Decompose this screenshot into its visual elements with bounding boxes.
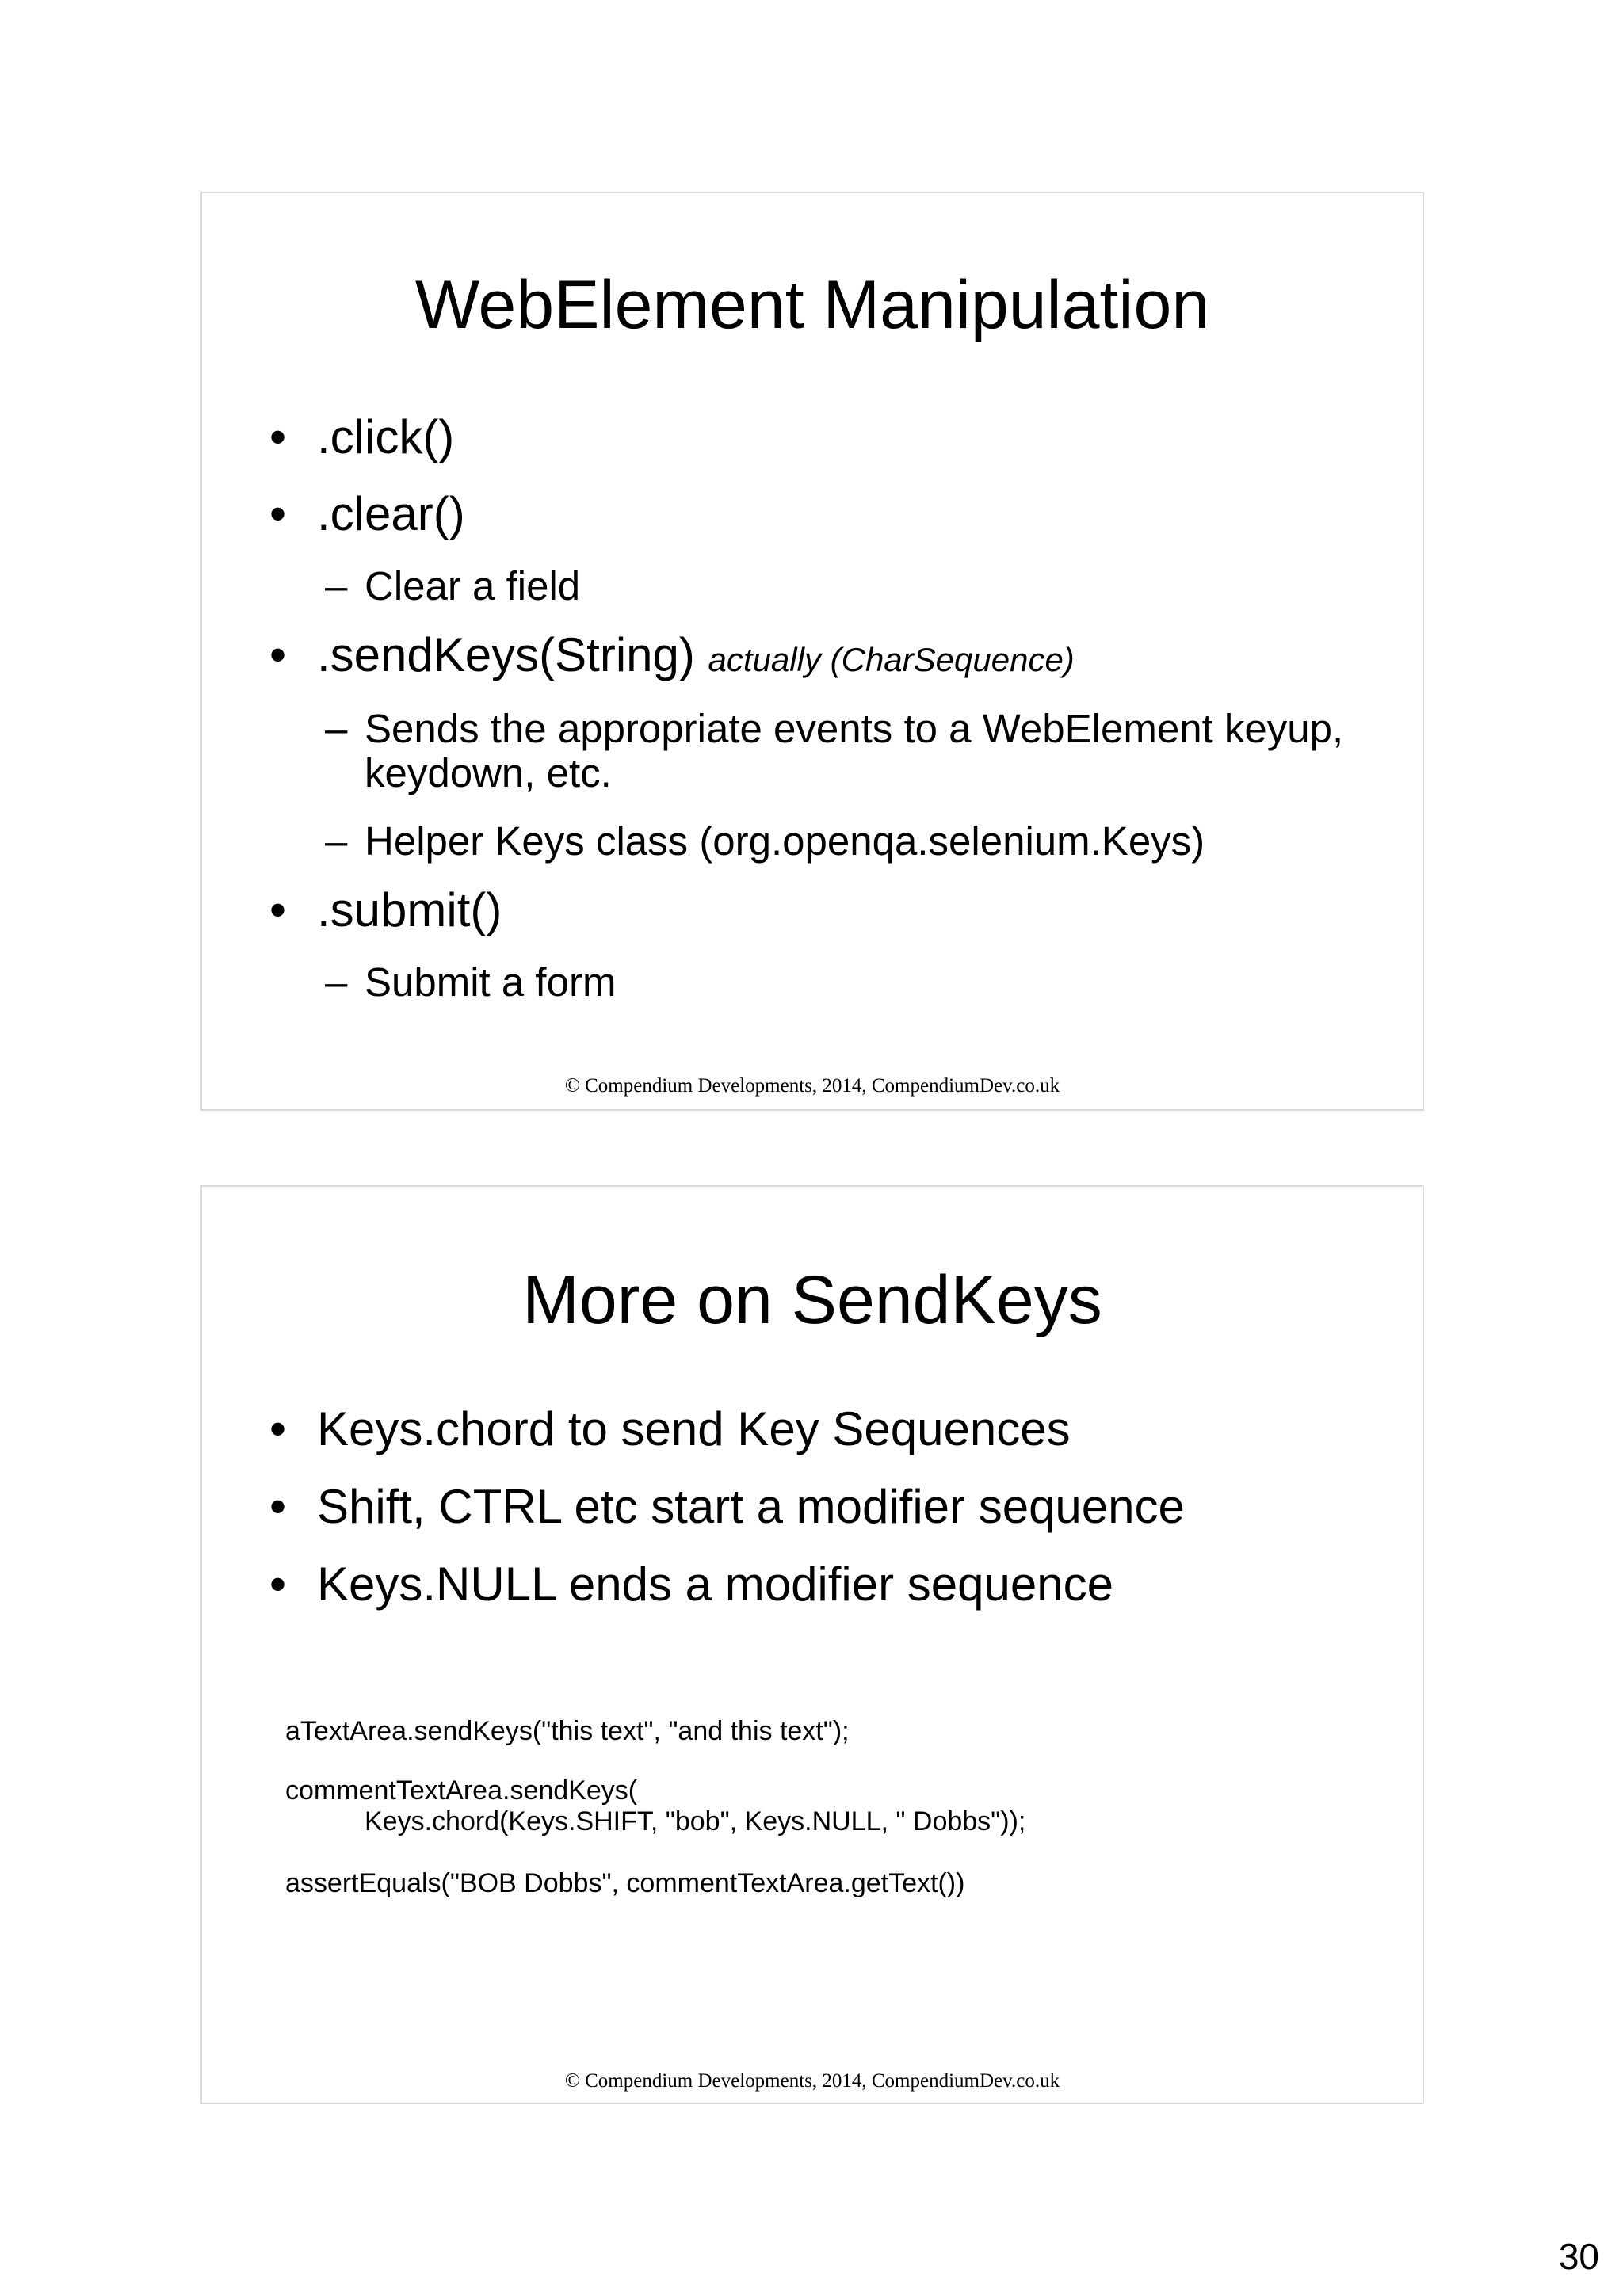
bullet-text: .click()	[317, 410, 455, 463]
bullet-icon: •	[269, 628, 287, 681]
slide-title: WebElement Manipulation	[414, 267, 1210, 343]
bullet-text: Shift, CTRL etc start a modifier sequence	[317, 1480, 1185, 1533]
slide-footer: © Compendium Developments, 2014, CompendiumDev.co.uk	[564, 2070, 1060, 2092]
slide-webelement-manipulation	[200, 192, 1424, 1111]
code-line: Keys.chord(Keys.SHIFT, "bob", Keys.NULL, " Dobbs"));	[365, 1806, 1026, 1836]
code-line: aTextArea.sendKeys("this text", "and this text");	[285, 1716, 850, 1746]
slide-more-on-sendkeys	[200, 1185, 1424, 2104]
slide-footer: © Compendium Developments, 2014, CompendiumDev.co.uk	[564, 1075, 1060, 1097]
page-number: 30	[1558, 2236, 1599, 2277]
bullet-text: .submit()	[317, 883, 502, 936]
bullet-text: .clear()	[317, 487, 465, 540]
dash-icon: –	[325, 563, 348, 608]
bullet-text: .sendKeys(String)	[317, 628, 695, 681]
dash-icon: –	[325, 818, 348, 864]
code-line: assertEquals("BOB Dobbs", commentTextArea.getText())	[285, 1868, 965, 1898]
bullet-icon: •	[269, 1402, 287, 1455]
bullet-icon: •	[269, 883, 287, 936]
bullet-text-wrap	[317, 628, 1075, 681]
bullet-icon: •	[269, 410, 287, 463]
bullet-text: Keys.chord to send Key Sequences	[317, 1402, 1071, 1455]
slide-title: More on SendKeys	[522, 1262, 1102, 1338]
dash-icon: –	[325, 959, 348, 1005]
bullet-icon: •	[269, 1480, 287, 1533]
sub-bullet-text: Submit a form	[365, 959, 617, 1005]
bullet-icon: •	[269, 487, 287, 540]
sub-bullet-text: Sends the appropriate events to a WebElement keyup, keydown, etc.	[365, 706, 1344, 795]
sub-bullet-text: Helper Keys class (org.openqa.selenium.Keys)	[365, 818, 1205, 864]
sub-bullet-text: Clear a field	[365, 563, 581, 608]
dash-icon: –	[325, 706, 348, 751]
code-line: commentTextArea.sendKeys(	[285, 1775, 638, 1806]
bullet-text: Keys.NULL ends a modifier sequence	[317, 1558, 1113, 1611]
bullet-note: actually (CharSequence)	[708, 641, 1075, 678]
bullet-icon: •	[269, 1558, 287, 1611]
